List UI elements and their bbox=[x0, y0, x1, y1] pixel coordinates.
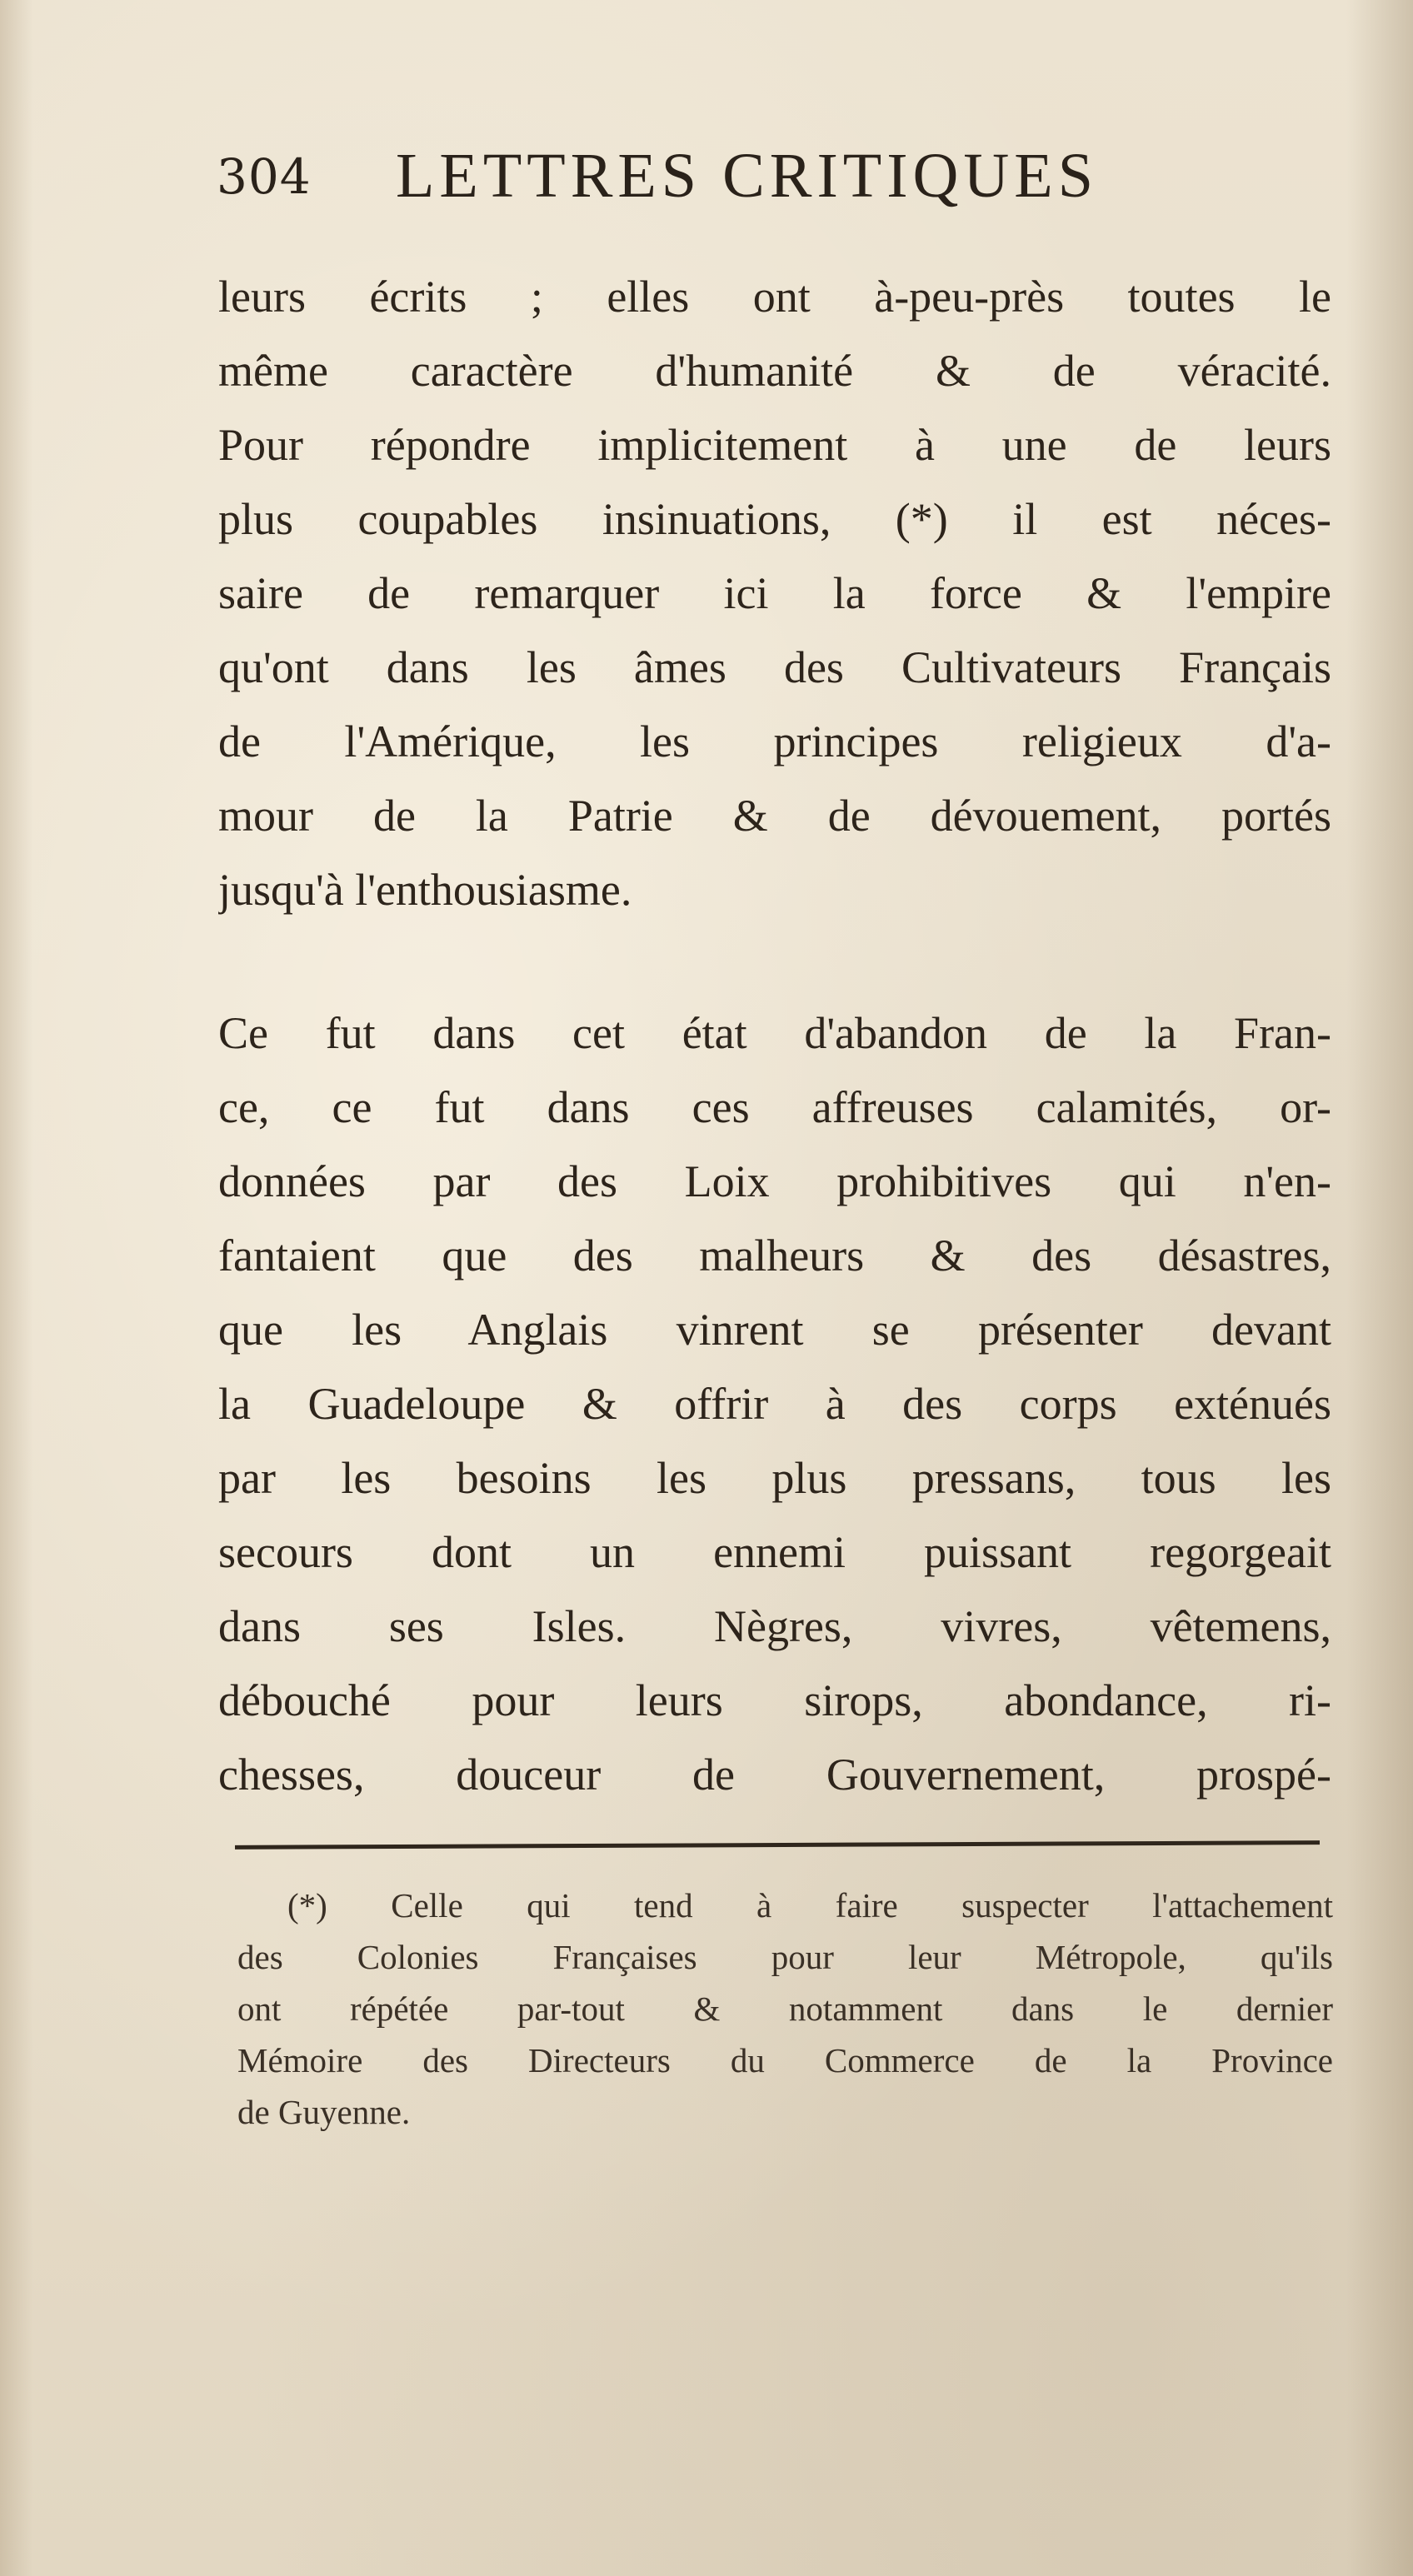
text-line: par les besoins les plus pressans, tous les bbox=[218, 1453, 1331, 1503]
page-gutter-shadow bbox=[1346, 0, 1413, 2576]
text-line: leurs écrits ; elles ont à-peu-près toutes le bbox=[218, 272, 1331, 322]
text-line: fantaient que des malheurs & des désastres, bbox=[218, 1231, 1331, 1281]
text-line: de l'Amérique, les principes religieux d'a- bbox=[218, 716, 1331, 766]
main-text bbox=[218, 260, 1331, 1812]
text-line: ce, ce fut dans ces affreuses calamités, or- bbox=[218, 1082, 1331, 1132]
paragraph-gap bbox=[218, 927, 1331, 996]
page-number: 304 bbox=[217, 148, 312, 205]
text-line: même caractère d'humanité & de véracité. bbox=[218, 346, 1331, 396]
running-title: LETTRES CRITIQUES bbox=[396, 141, 1098, 211]
text-line: données par des Loix prohibitives qui n'en- bbox=[218, 1156, 1331, 1206]
text-line: débouché pour leurs sirops, abondance, ri- bbox=[218, 1675, 1331, 1725]
text-line: plus coupables insinuations, (*) il est néces- bbox=[218, 494, 1331, 544]
text-line: qu'ont dans les âmes des Cultivateurs Français bbox=[218, 642, 1331, 692]
footnote-line: des Colonies Françaises pour leur Métropole, qu'ils bbox=[237, 1938, 1333, 1976]
text-line: Pour répondre implicitement à une de leurs bbox=[218, 420, 1331, 470]
footnote-line: de Guyenne. bbox=[237, 2093, 411, 2131]
text-line: jusqu'à l'enthousiasme. bbox=[218, 865, 632, 915]
text-line: la Guadeloupe & offrir à des corps exténués bbox=[218, 1379, 1331, 1429]
text-line: secours dont un ennemi puissant regorgeait bbox=[218, 1527, 1331, 1577]
text-line: que les Anglais vinrent se présenter devant bbox=[218, 1305, 1331, 1355]
footnote-line: Mémoire des Directeurs du Commerce de la Province bbox=[237, 2041, 1333, 2079]
footnote-line: (*) Celle qui tend à faire suspecter l'attachement bbox=[287, 1886, 1333, 1925]
page-left-edge-shadow bbox=[0, 0, 33, 2576]
footnote-line: ont répétée par-tout & notamment dans le dernier bbox=[237, 1989, 1333, 2028]
text-line: mour de la Patrie & de dévouement, portés bbox=[218, 791, 1331, 841]
footnote bbox=[237, 1880, 1333, 2138]
text-line: Ce fut dans cet état d'abandon de la Fran- bbox=[218, 1008, 1331, 1058]
text-line: dans ses Isles. Nègres, vivres, vêtemens, bbox=[218, 1601, 1331, 1651]
page-header bbox=[217, 140, 1316, 232]
footnote-rule bbox=[235, 1840, 1320, 1850]
text-line: chesses, douceur de Gouvernement, prospé- bbox=[218, 1750, 1331, 1800]
text-line: saire de remarquer ici la force & l'empire bbox=[218, 568, 1331, 618]
